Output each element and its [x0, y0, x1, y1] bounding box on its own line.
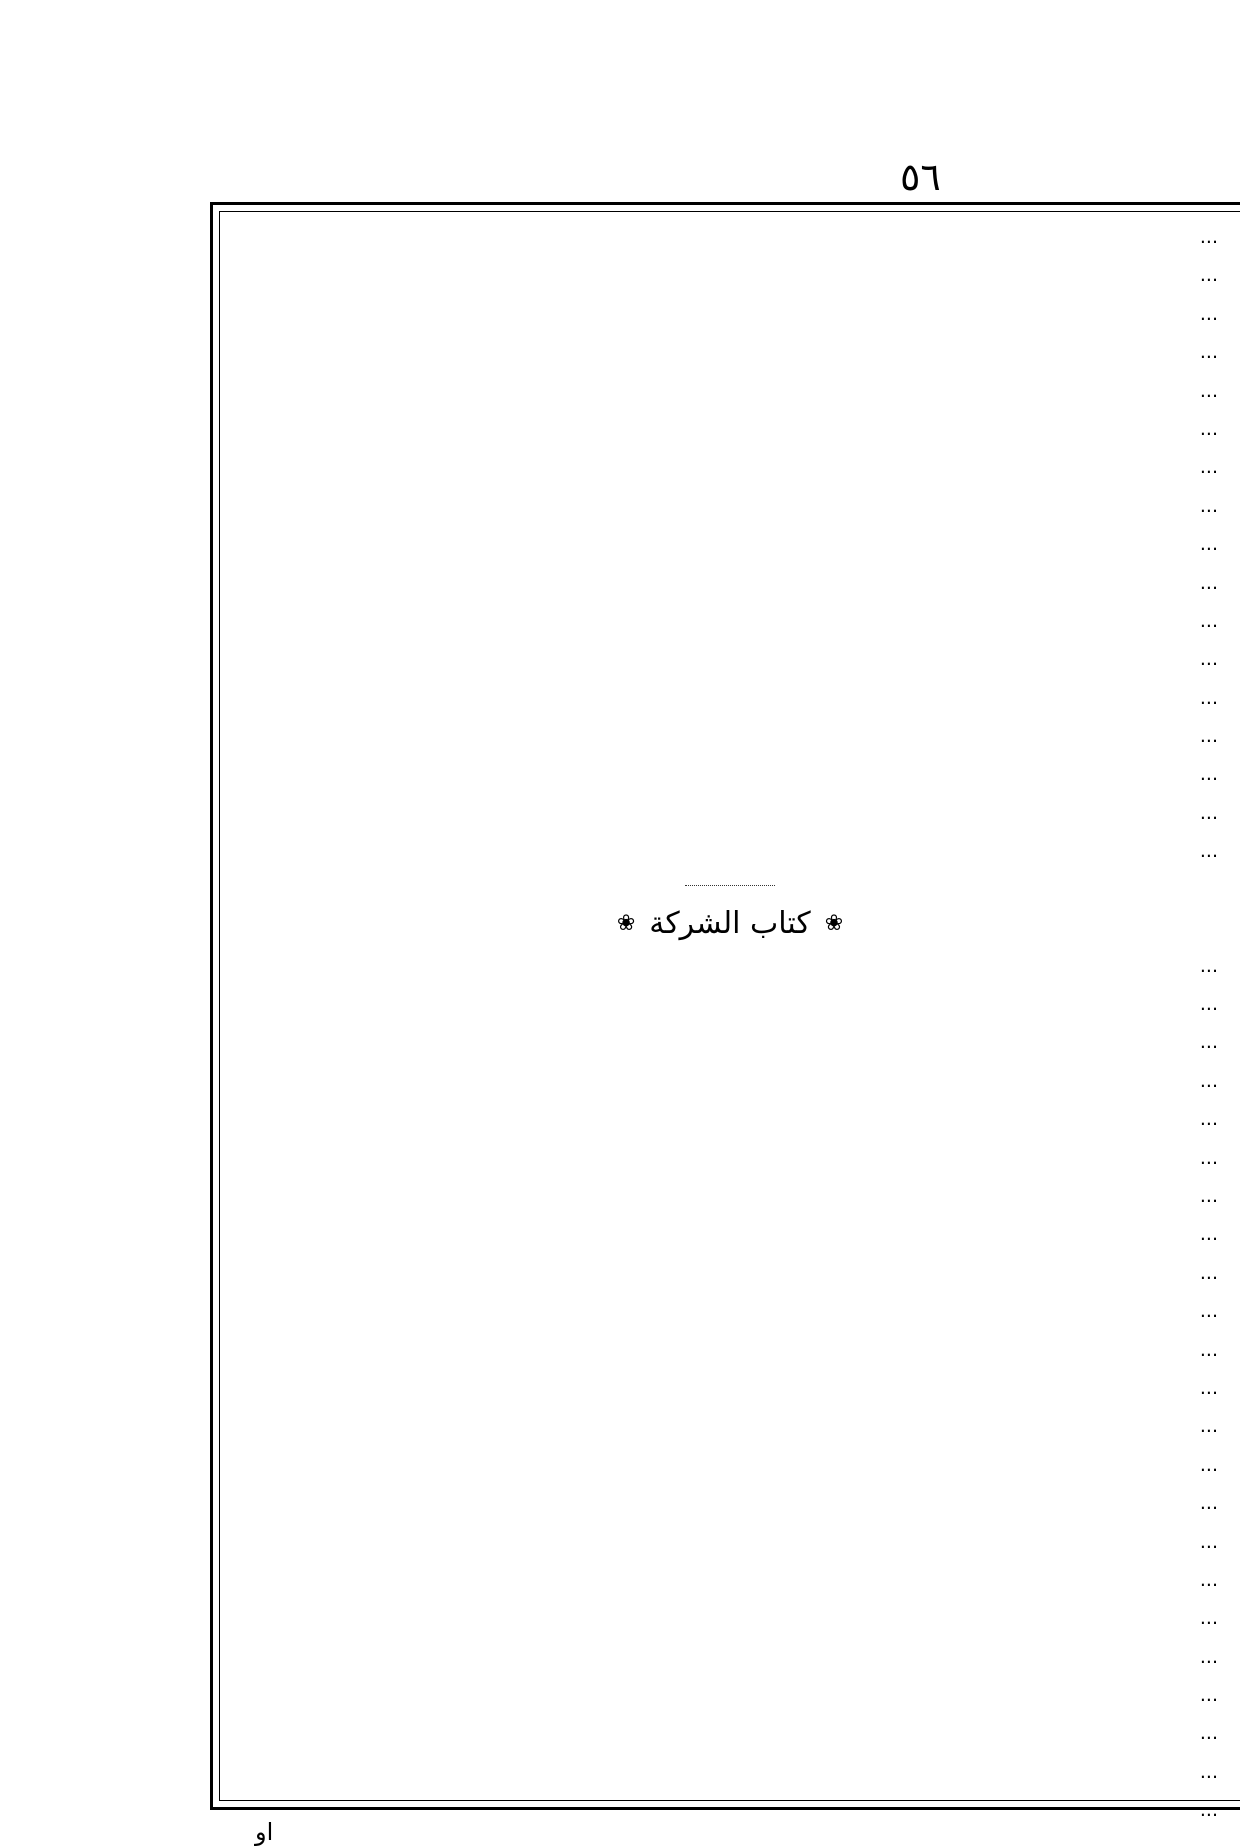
text-line: ... — [1199, 226, 1218, 248]
page-number: ٥٦ — [900, 155, 941, 199]
text-line: ... — [1199, 1645, 1218, 1668]
text-line: ... — [1199, 1492, 1218, 1515]
section-before-chapter — [242, 218, 1218, 871]
text-line: ... — [1199, 801, 1218, 824]
text-line: ... — [1199, 1261, 1218, 1284]
chapter-heading-row — [242, 901, 1218, 947]
text-line: ... — [1199, 1223, 1218, 1246]
text-line: ... — [1199, 1069, 1218, 1092]
text-line: ... — [1199, 609, 1218, 632]
text-line: ... — [1199, 494, 1218, 517]
text-line: ... — [1199, 1031, 1218, 1054]
text-line: ... — [1199, 954, 1218, 977]
text-line: ... — [1199, 1415, 1218, 1438]
body-text — [242, 218, 1218, 1830]
text-line: ... — [1199, 1607, 1218, 1630]
text-line: ... — [1199, 1722, 1218, 1745]
text-line: ... — [1199, 379, 1218, 402]
text-line: ... — [1199, 1146, 1218, 1169]
text-line: ... — [1199, 648, 1218, 671]
section-divider — [242, 871, 1218, 901]
text-line: ... — [1199, 571, 1218, 594]
text-line: ... — [1199, 763, 1218, 786]
heading-ornament-right: ❀ — [824, 911, 844, 937]
text-line: ... — [1199, 1799, 1218, 1822]
page-frame-inner — [219, 211, 1240, 1822]
text-line: ... — [1199, 1300, 1218, 1323]
catchword: او — [255, 1818, 274, 1846]
text-line: ... — [1199, 533, 1218, 556]
text-line: ... — [1199, 686, 1218, 709]
page-frame — [210, 202, 1240, 1822]
text-line: ... — [1199, 1530, 1218, 1553]
text-line: ... — [1199, 1760, 1218, 1783]
text-line: ... — [1199, 302, 1218, 325]
text-line: ... — [1199, 1684, 1218, 1707]
text-line: ... — [1199, 417, 1218, 440]
text-line: ... — [1199, 1108, 1218, 1131]
text-line: ... — [1199, 1184, 1218, 1207]
chapter-heading: كتاب الشركة — [649, 906, 811, 942]
text-line: ... — [1199, 993, 1218, 1016]
text-line: ... — [1199, 1568, 1218, 1591]
text-line: ... — [1199, 341, 1218, 364]
text-line: ... — [1199, 1376, 1218, 1399]
text-line: ... — [1199, 725, 1218, 748]
text-line: ... — [1199, 264, 1218, 287]
text-line: ... — [1199, 1453, 1218, 1476]
text-line: ... — [1199, 1338, 1218, 1361]
section-chapter-body — [242, 947, 1218, 1830]
text-line: ... — [1199, 840, 1218, 863]
text-line: ... — [1199, 456, 1218, 479]
heading-ornament-left: ❀ — [616, 911, 636, 937]
